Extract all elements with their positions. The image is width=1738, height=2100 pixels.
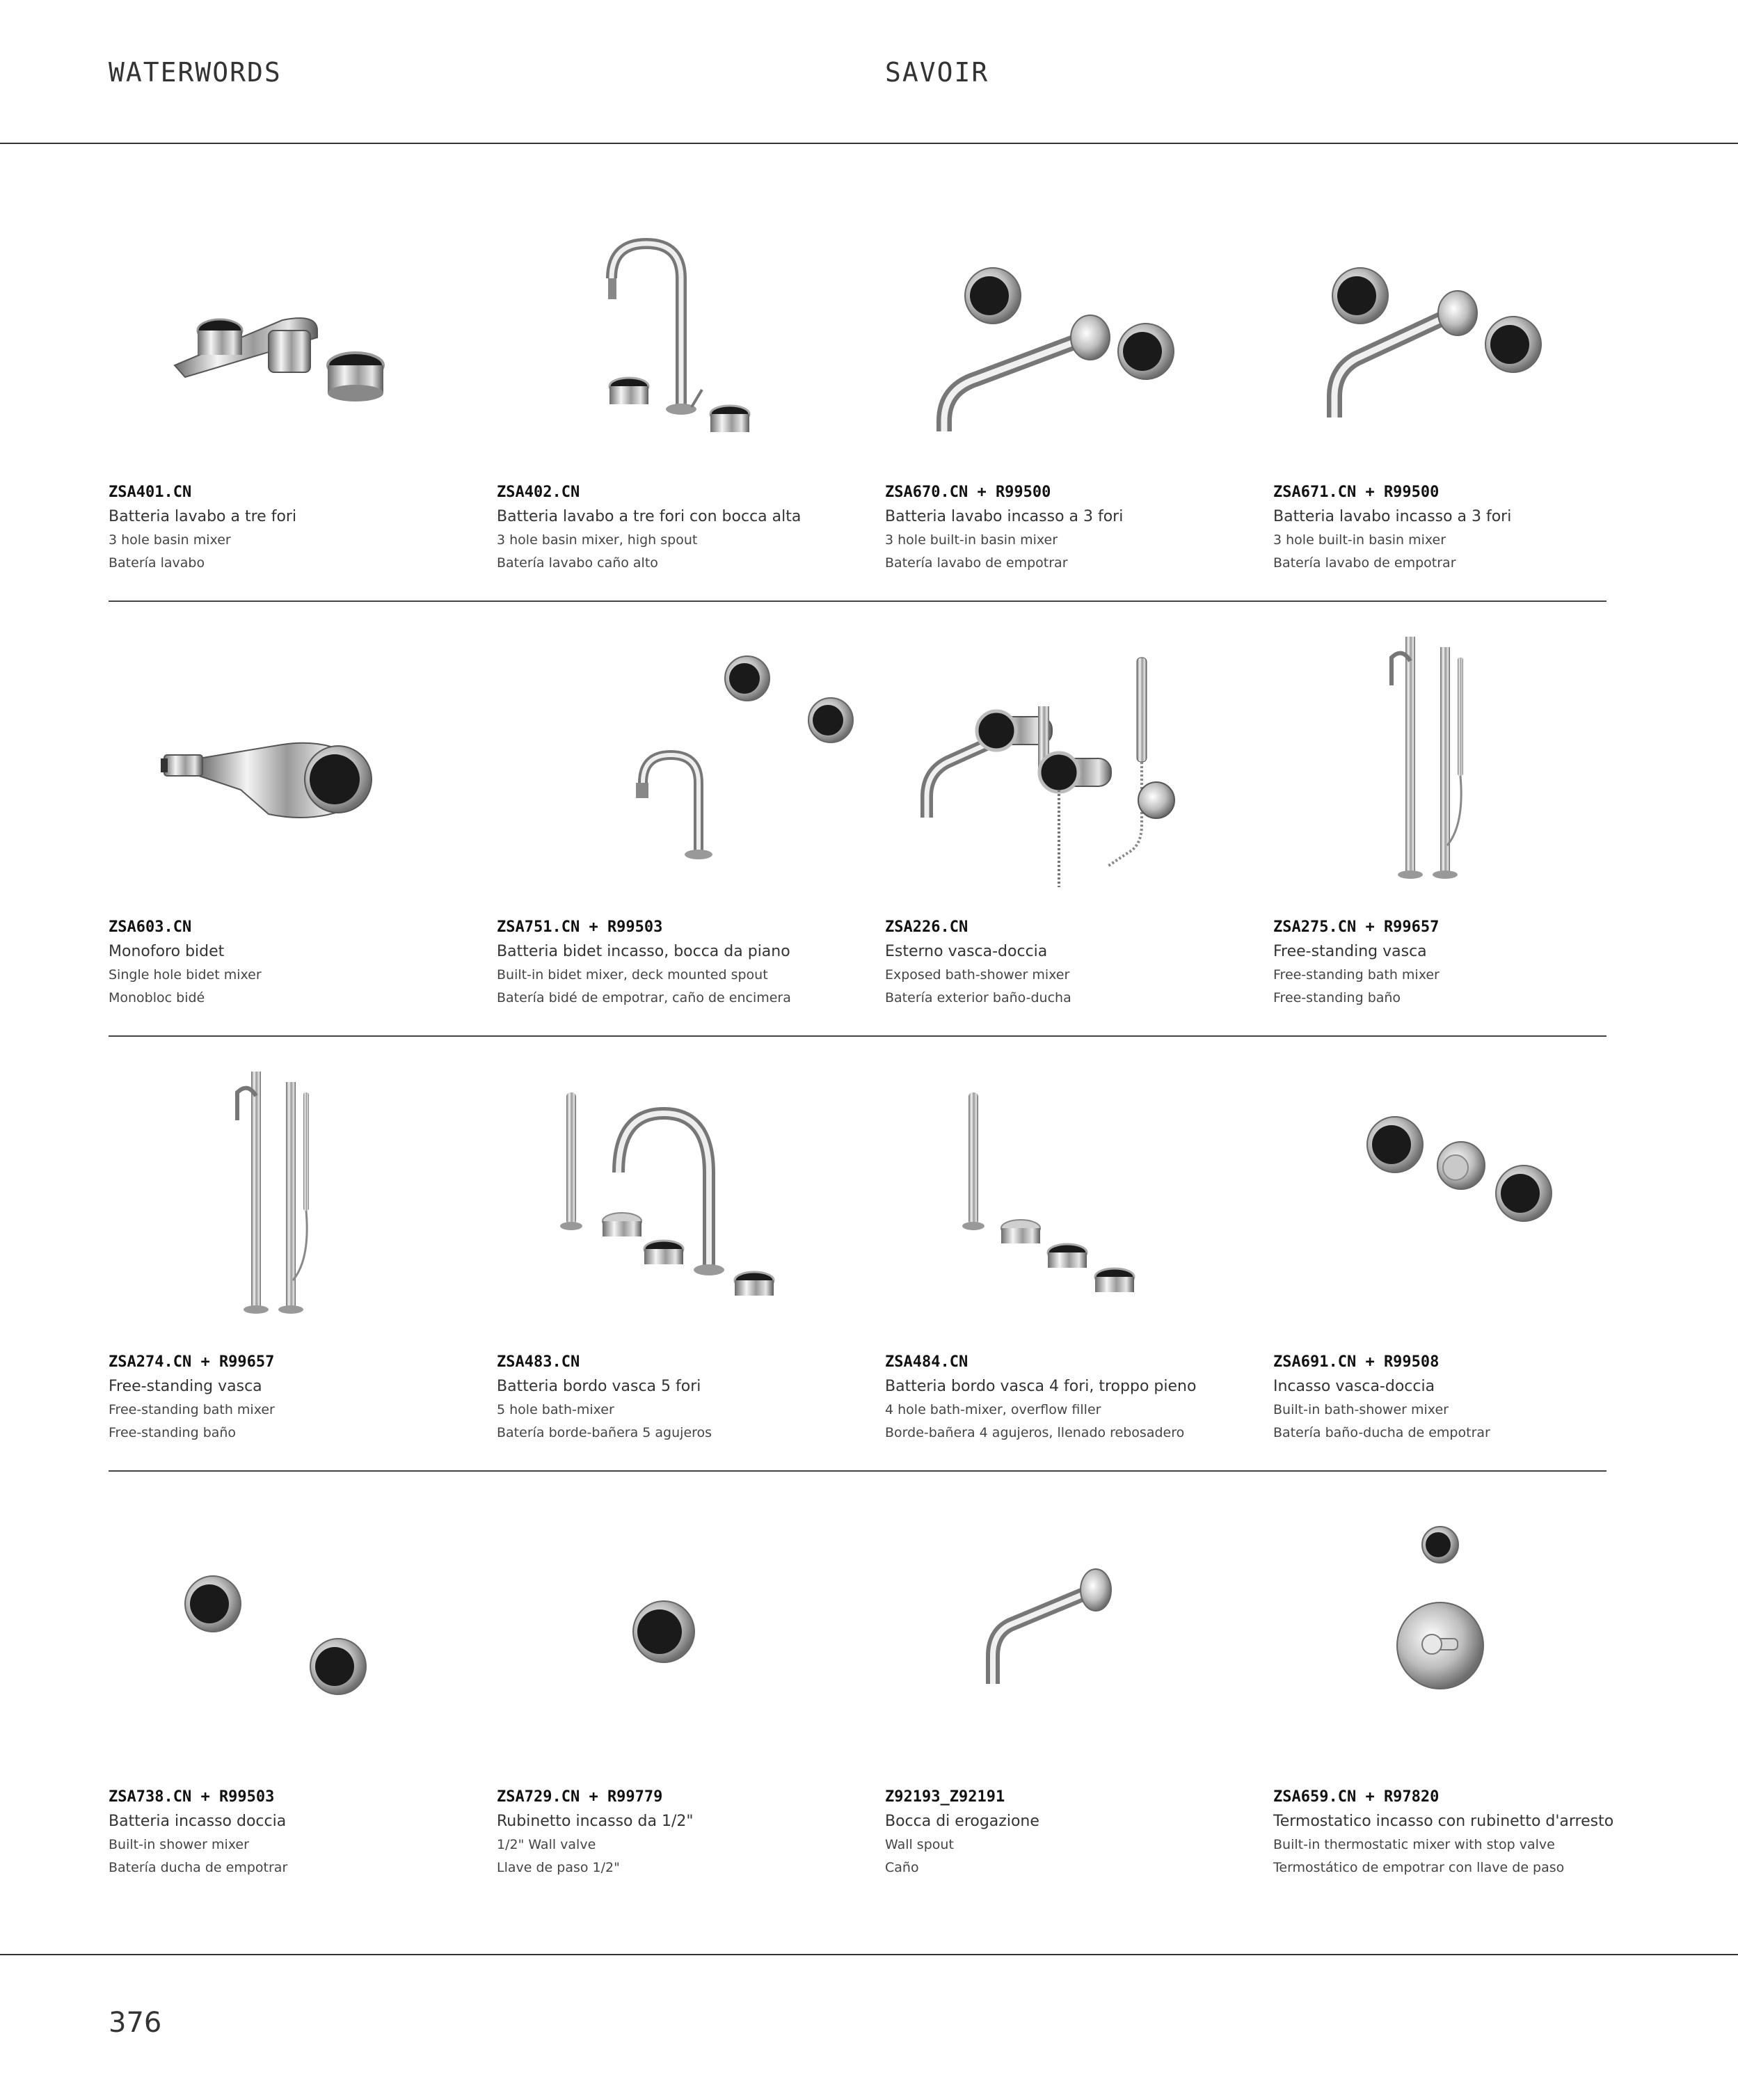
product-name-it: Batteria bidet incasso, bocca da piano <box>497 943 790 960</box>
page-number: 376 <box>109 2007 162 2039</box>
product-name-es: Batería lavabo de empotrar <box>1273 555 1456 571</box>
product-code: Z92193_Z92191 <box>885 1788 1005 1806</box>
product-name-en: Exposed bath-shower mixer <box>885 967 1070 983</box>
product-name-it: Batteria lavabo incasso a 3 fori <box>1273 508 1512 525</box>
product-code: ZSA659.CN + R97820 <box>1273 1788 1440 1806</box>
wall-spout-icon <box>885 1486 1259 1757</box>
product-name-es: Batería lavabo <box>109 555 205 571</box>
product-name-it: Batteria incasso doccia <box>109 1813 287 1830</box>
bidet-mixer-icon <box>109 616 483 887</box>
product-name-es: Monobloc bidé <box>109 990 205 1005</box>
product-code: ZSA226.CN <box>885 918 968 936</box>
product-name-en: 4 hole bath-mixer, overflow filler <box>885 1402 1101 1417</box>
product-code: ZSA738.CN + R99503 <box>109 1788 275 1806</box>
product-name-en: 3 hole basin mixer <box>109 532 231 548</box>
product-card[interactable] <box>497 1472 871 1907</box>
product-name-es: Batería exterior baño-ducha <box>885 990 1071 1005</box>
brand-title: WATERWORDS <box>109 57 282 88</box>
product-name-es: Free-standing baño <box>109 1425 237 1440</box>
product-code: ZSA401.CN <box>109 484 192 501</box>
product-card[interactable] <box>885 602 1259 1037</box>
product-name-en: Free-standing bath mixer <box>109 1402 275 1417</box>
built-in-bath-shower-mixer-icon <box>1273 1051 1648 1322</box>
product-name-it: Free-standing vasca <box>109 1378 262 1395</box>
product-code: ZSA275.CN + R99657 <box>1273 918 1440 936</box>
wall-basin-mixer-short-icon <box>1273 181 1648 452</box>
product-name-es: Batería lavabo caño alto <box>497 555 658 571</box>
product-card[interactable] <box>109 167 483 602</box>
built-in-shower-mixer-icon <box>109 1486 483 1757</box>
product-code: ZSA603.CN <box>109 918 192 936</box>
product-code: ZSA484.CN <box>885 1353 968 1371</box>
product-code: ZSA402.CN <box>497 484 580 501</box>
product-name-en: Single hole bidet mixer <box>109 967 262 983</box>
product-name-es: Caño <box>885 1860 919 1875</box>
product-code: ZSA691.CN + R99508 <box>1273 1353 1440 1371</box>
product-name-es: Batería baño-ducha de empotrar <box>1273 1425 1490 1440</box>
product-card[interactable] <box>109 602 483 1037</box>
product-name-en: Built-in bath-shower mixer <box>1273 1402 1449 1417</box>
product-card[interactable] <box>1273 1037 1648 1472</box>
product-row <box>109 1472 1614 1903</box>
product-name-en: 3 hole built-in basin mixer <box>1273 532 1446 548</box>
product-code: ZSA729.CN + R99779 <box>497 1788 663 1806</box>
product-row <box>109 1037 1607 1472</box>
high-spout-basin-mixer-icon <box>497 181 871 452</box>
product-name-it: Bocca di erogazione <box>885 1813 1039 1830</box>
product-name-es: Batería lavabo de empotrar <box>885 555 1068 571</box>
header-divider <box>0 143 1738 144</box>
product-code: ZSA671.CN + R99500 <box>1273 484 1440 501</box>
product-name-es: Batería borde-bañera 5 agujeros <box>497 1425 712 1440</box>
product-name-it: Monoforo bidet <box>109 943 225 960</box>
product-name-es: Batería bidé de empotrar, caño de encimera <box>497 990 791 1005</box>
product-row <box>109 602 1607 1037</box>
product-name-en: Built-in thermostatic mixer with stop valve <box>1273 1837 1555 1852</box>
product-name-en: Built-in shower mixer <box>109 1837 249 1852</box>
product-card[interactable] <box>1273 167 1648 602</box>
product-name-es: Batería ducha de empotrar <box>109 1860 288 1875</box>
product-card[interactable] <box>497 167 871 602</box>
wall-valve-icon <box>497 1486 871 1757</box>
collection-title: SAVOIR <box>885 57 989 88</box>
product-name-it: Rubinetto incasso da 1/2" <box>497 1813 694 1830</box>
product-name-it: Esterno vasca-doccia <box>885 943 1048 960</box>
product-code: ZSA483.CN <box>497 1353 580 1371</box>
footer-divider <box>0 1954 1738 1955</box>
product-name-it: Batteria bordo vasca 4 fori, troppo pieno <box>885 1378 1197 1395</box>
product-name-it: Batteria bordo vasca 5 fori <box>497 1378 701 1395</box>
product-code: ZSA670.CN + R99500 <box>885 484 1051 501</box>
free-standing-bath-mixer-icon <box>1273 616 1648 887</box>
product-card[interactable] <box>885 1472 1259 1907</box>
product-card[interactable] <box>497 602 871 1037</box>
thermostatic-mixer-icon <box>1273 1486 1648 1757</box>
product-row <box>109 167 1607 602</box>
deck-bath-mixer-4-hole-icon <box>885 1051 1259 1322</box>
product-name-en: Built-in bidet mixer, deck mounted spout <box>497 967 768 983</box>
product-name-en: 1/2" Wall valve <box>497 1837 596 1852</box>
product-name-it: Incasso vasca-doccia <box>1273 1378 1435 1395</box>
product-card[interactable] <box>109 1037 483 1472</box>
built-in-bidet-mixer-icon <box>497 616 871 887</box>
product-name-it: Termostatico incasso con rubinetto d'arresto <box>1273 1813 1614 1830</box>
product-name-es: Borde-bañera 4 agujeros, llenado rebosadero <box>885 1425 1185 1440</box>
product-name-en: 3 hole built-in basin mixer <box>885 532 1058 548</box>
product-name-en: 3 hole basin mixer, high spout <box>497 532 698 548</box>
product-name-it: Batteria lavabo a tre fori <box>109 508 297 525</box>
product-name-es: Free-standing baño <box>1273 990 1401 1005</box>
product-grid <box>109 167 1614 1903</box>
product-name-it: Batteria lavabo a tre fori con bocca alta <box>497 508 802 525</box>
product-card[interactable] <box>109 1472 483 1907</box>
product-card[interactable] <box>885 167 1259 602</box>
product-name-it: Batteria lavabo incasso a 3 fori <box>885 508 1124 525</box>
product-code: ZSA274.CN + R99657 <box>109 1353 275 1371</box>
product-card[interactable] <box>497 1037 871 1472</box>
product-name-it: Free-standing vasca <box>1273 943 1427 960</box>
basin-mixer-3-hole-icon <box>109 181 483 452</box>
product-name-en: Free-standing bath mixer <box>1273 967 1440 983</box>
product-card[interactable] <box>1273 1472 1648 1907</box>
product-card[interactable] <box>885 1037 1259 1472</box>
product-name-es: Llave de paso 1/2" <box>497 1860 620 1875</box>
product-name-es: Termostático de empotrar con llave de paso <box>1273 1860 1565 1875</box>
product-card[interactable] <box>1273 602 1648 1037</box>
deck-bath-mixer-5-hole-icon <box>497 1051 871 1322</box>
product-name-en: 5 hole bath-mixer <box>497 1402 614 1417</box>
bath-shower-mixer-icon <box>885 616 1259 887</box>
product-code: ZSA751.CN + R99503 <box>497 918 663 936</box>
wall-basin-mixer-icon <box>885 181 1259 452</box>
free-standing-bath-mixer-icon <box>109 1051 483 1322</box>
product-name-en: Wall spout <box>885 1837 954 1852</box>
